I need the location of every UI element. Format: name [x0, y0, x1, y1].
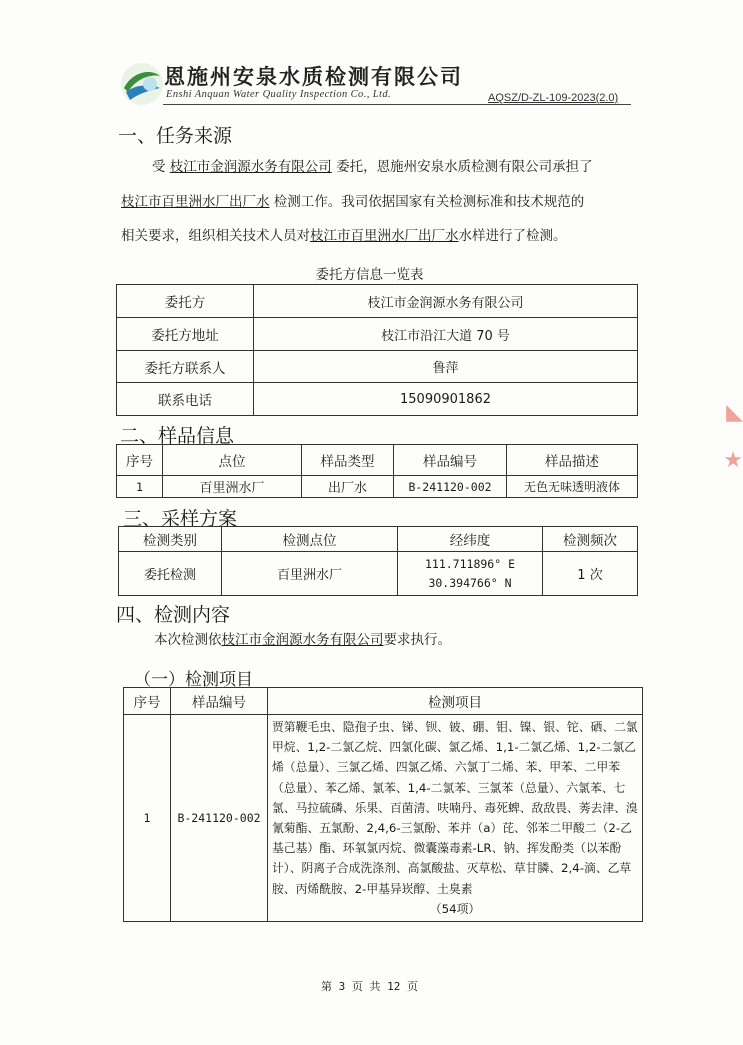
client-name: 枝江市金润源水务有限公司	[169, 159, 332, 175]
section-1-title: 一、任务来源	[118, 125, 233, 147]
header-cell: 样品编号	[394, 445, 507, 476]
row-label: 委托方	[117, 285, 254, 318]
page-number: 第 3 页 共 12 页	[321, 980, 418, 993]
test-items-table	[123, 687, 643, 922]
header-cell: 样品描述	[507, 445, 638, 476]
client-table-caption: 委托方信息一览表	[315, 267, 424, 283]
section-4-title: 四、检测内容	[116, 604, 231, 626]
client-info-table	[116, 284, 638, 416]
header-cell: 检测点位	[222, 527, 398, 552]
row-label: 委托方地址	[117, 318, 254, 351]
header-cell: 序号	[117, 445, 163, 476]
header-cell: 检测类别	[119, 527, 222, 552]
header-cell: 检测频次	[543, 527, 638, 552]
cell-desc: 无色无味透明液体	[507, 476, 638, 498]
stamp-fragment: ◣	[726, 400, 743, 425]
row-value: 15090901862	[254, 383, 638, 416]
row-label: 联系电话	[117, 383, 254, 416]
table-row	[117, 476, 638, 498]
test-items-list: 贾第鞭毛虫、隐孢子虫、锑、钡、铍、硼、钼、镍、银、铊、硒、二氯甲烷、1,2-二氯乙烷、四氯化碳、氯乙烯、1,1-二氯乙烯、1,2-二氯乙烯（总量）、三氯乙烯、四氯乙烯、六氯丁二烯、苯、甲苯、二甲苯（总量）、苯乙烯、氯苯、1,4-二氯苯、三氯苯（总量）、六氯苯、七氯、马拉硫磷、乐果、百菌清、呋喃丹、毒死蜱、敌敌畏、莠去津、溴氰菊酯、五氯酚、2,4,6-三氯酚、苯并（a）芘、邻苯二甲酸二（2-乙基己基）酯、环氧氯丙烷、微囊藻毒素-LR、钠、挥发酚类（以苯酚计）、阴离子合成洗涤剂、高氯酸盐、灭草松、草甘膦、2,4-滴、乙草胺、丙烯酰胺、2-甲基异崁醇、土臭素	[272, 720, 638, 896]
table-row	[117, 318, 638, 351]
header-divider	[163, 104, 631, 105]
cell-code: B-241120-002	[394, 476, 507, 498]
document-code: AQSZ/D-ZL-109-2023(2.0)	[488, 92, 619, 104]
cell-category: 委托检测	[119, 552, 222, 596]
sampling-plan-table	[118, 526, 638, 596]
header-cell: 点位	[163, 445, 302, 476]
header-cell: 检测项目	[268, 688, 643, 715]
s1-paragraph-line-3: 相关要求，组织相关技术人员对枝江市百里洲水厂出厂水水样进行了检测。	[121, 228, 567, 244]
cell-code: B-241120-002	[171, 715, 268, 922]
row-value: 枝江市金润源水务有限公司	[254, 285, 638, 318]
section-2-title: 二、样品信息	[120, 425, 235, 447]
stamp-star-icon: ★	[723, 448, 743, 473]
s1-paragraph-line-1: 受 枝江市金润源水务有限公司 委托，恩施州安泉水质检测有限公司承担了	[152, 159, 593, 175]
test-items-count: （54项）	[429, 901, 481, 916]
cell-coordinates	[398, 552, 543, 596]
cell-site: 百里洲水厂	[163, 476, 302, 498]
client-name: 枝江市金润源水务有限公司	[221, 632, 384, 648]
company-name-en: Enshi Anquan Water Quality Inspection Co., Ltd.	[166, 89, 392, 100]
row-label: 委托方联系人	[117, 351, 254, 383]
cell-test-items	[268, 715, 643, 922]
sample-name: 枝江市百里洲水厂出厂水	[310, 228, 459, 244]
longitude: 111.711896° E	[424, 556, 515, 571]
header-cell: 样品类型	[302, 445, 394, 476]
table-header-row	[119, 527, 638, 552]
row-value: 鲁萍	[254, 351, 638, 383]
section-3-title: 三、采样方案	[123, 508, 238, 530]
table-row	[117, 383, 638, 416]
table-header-row	[124, 688, 643, 715]
project-name: 枝江市百里洲水厂出厂水	[121, 194, 270, 210]
cell-site: 百里洲水厂	[222, 552, 398, 596]
table-row	[117, 285, 638, 318]
cell-no: 1	[117, 476, 163, 498]
header-cell: 经纬度	[398, 527, 543, 552]
subsection-title: （一）检测项目	[134, 670, 253, 690]
table-row	[117, 351, 638, 383]
company-name-cn: 恩施州安泉水质检测有限公司	[164, 64, 463, 89]
table-row	[124, 715, 643, 922]
s1-paragraph-line-2: 枝江市百里洲水厂出厂水 检测工作。我司依据国家有关检测标准和技术规范的	[121, 194, 585, 210]
s4-paragraph: 本次检测依枝江市金润源水务有限公司要求执行。	[154, 632, 451, 648]
sample-info-table	[116, 444, 638, 498]
header-cell: 序号	[124, 688, 171, 715]
latitude: 30.394766° N	[428, 575, 512, 590]
header-cell: 样品编号	[171, 688, 268, 715]
table-row	[119, 552, 638, 596]
cell-no: 1	[124, 715, 171, 922]
company-logo-icon	[120, 62, 164, 106]
table-header-row	[117, 445, 638, 476]
cell-type: 出厂水	[302, 476, 394, 498]
row-value: 枝江市沿江大道 70 号	[254, 318, 638, 351]
cell-frequency: 1 次	[543, 552, 638, 596]
